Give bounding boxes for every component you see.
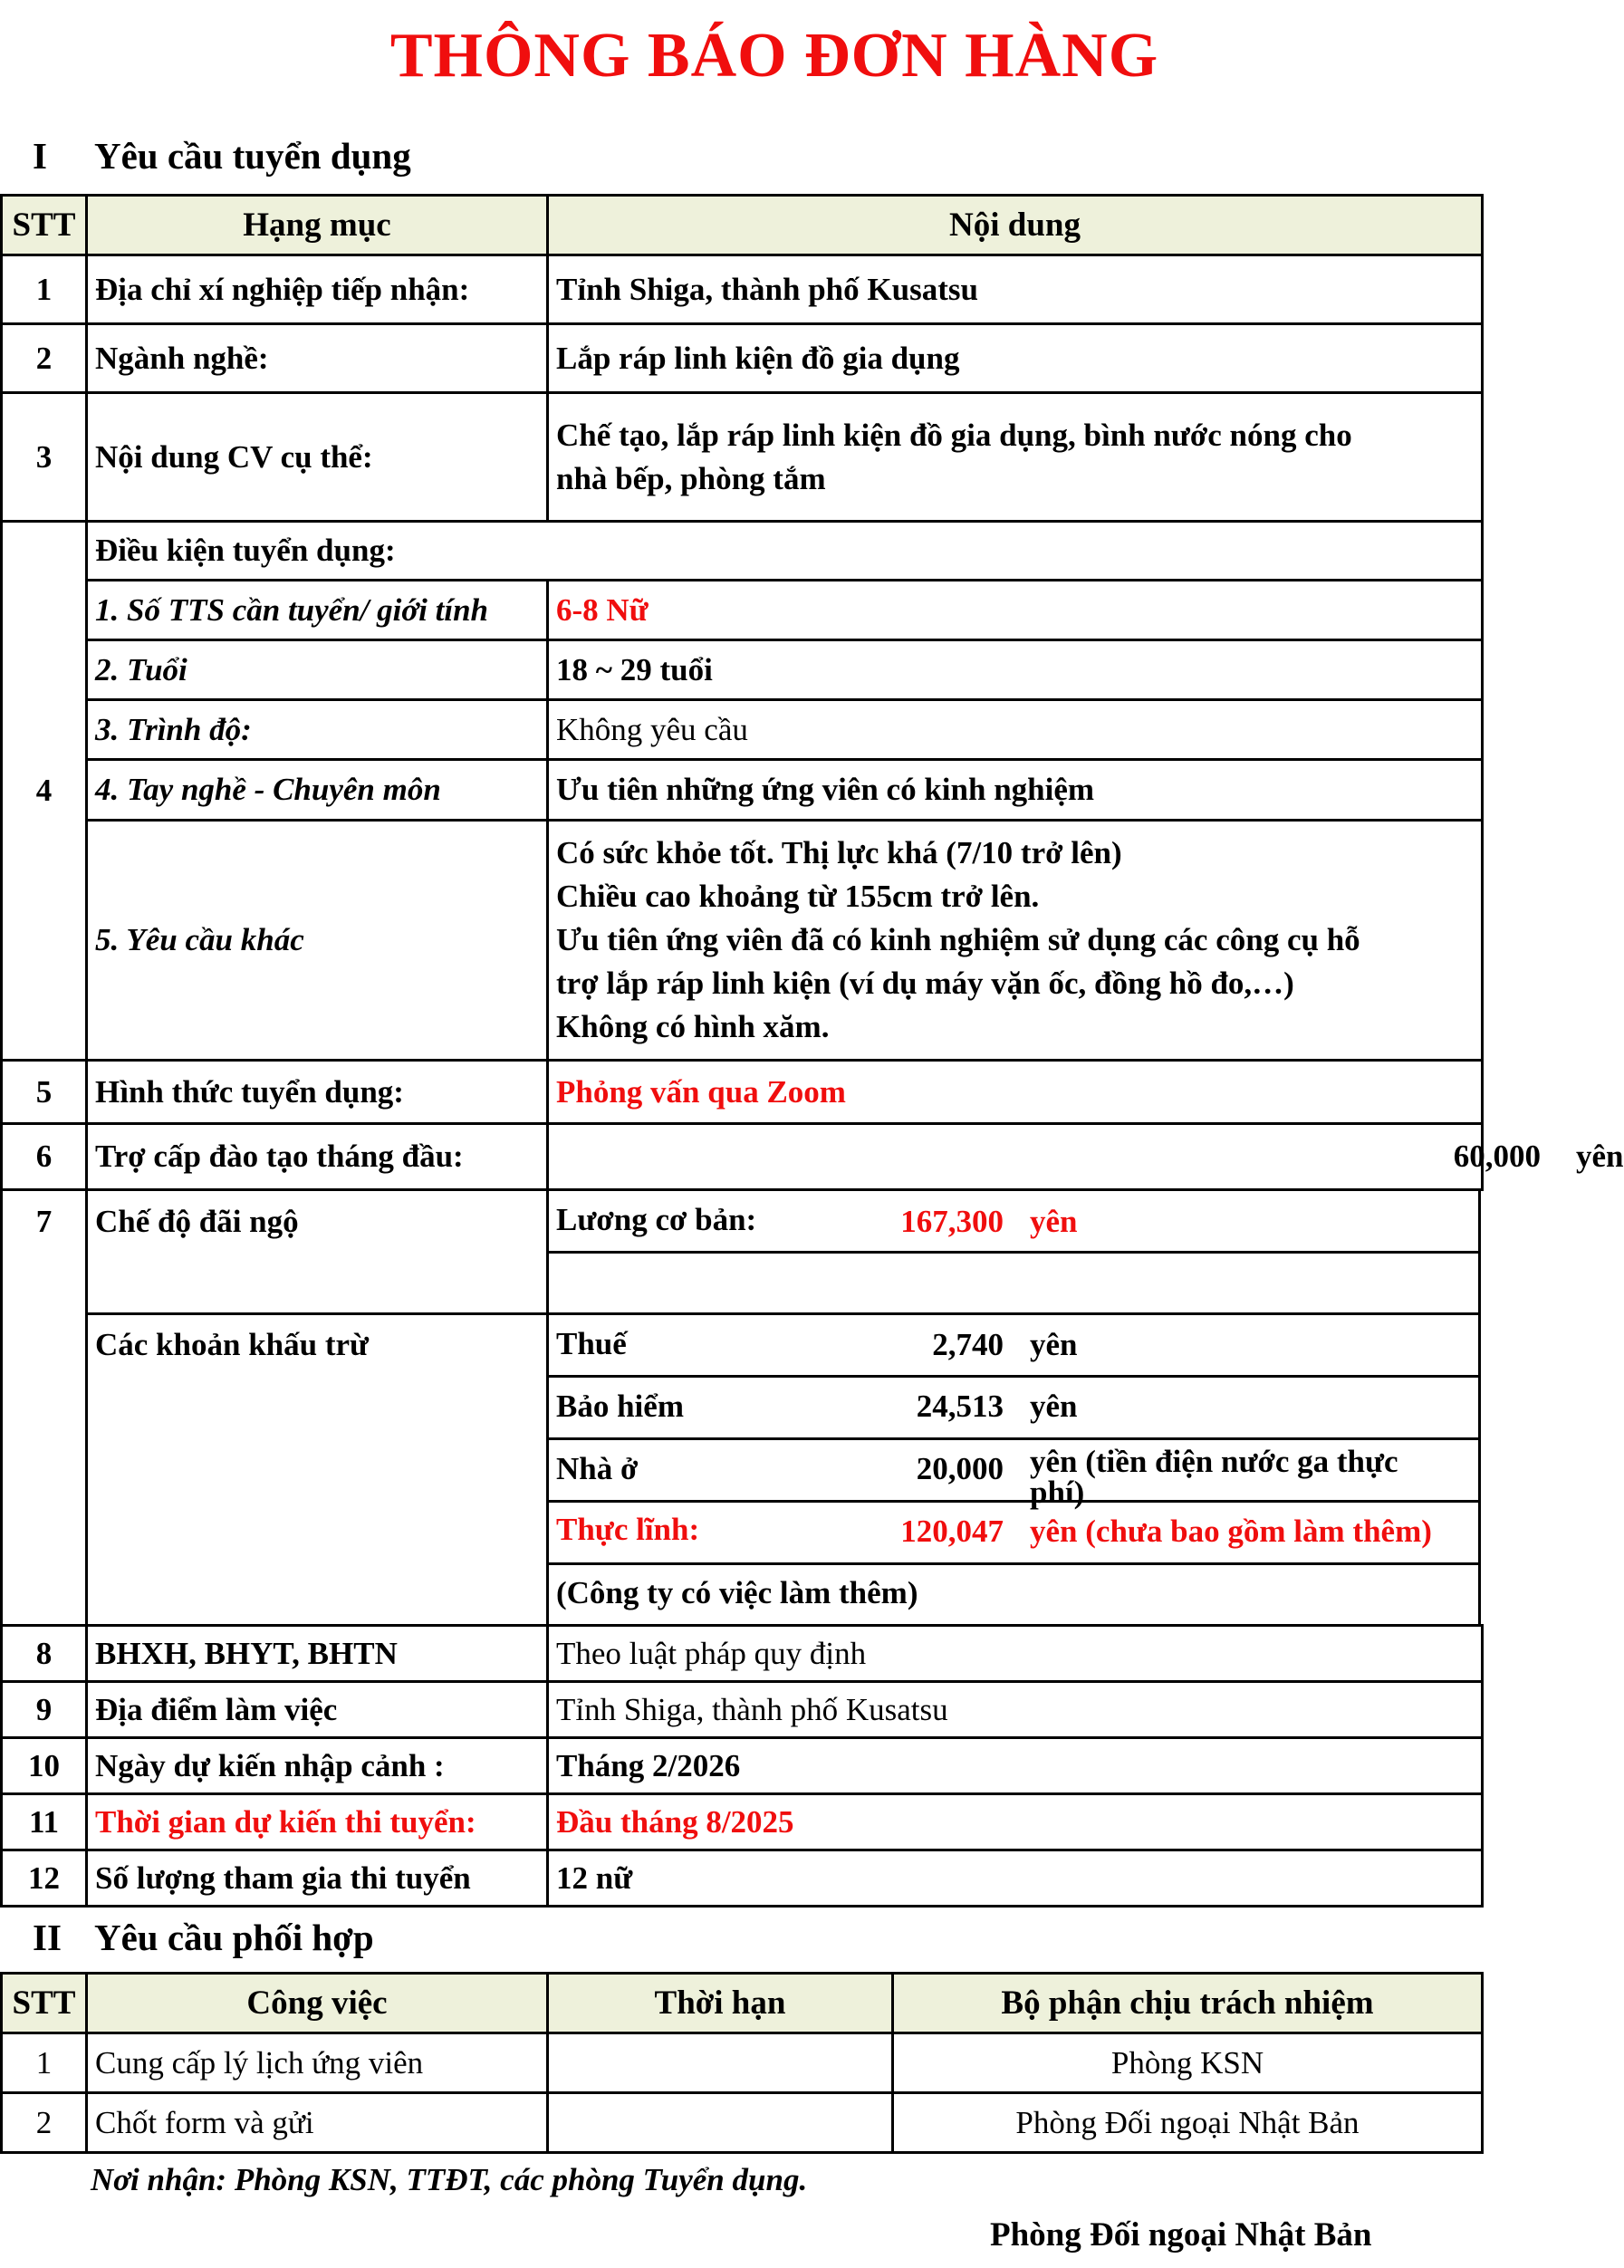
row-stt: 4	[2, 522, 87, 1061]
condition-value: Ưu tiên những ứng viên có kinh nghiệm	[548, 760, 1483, 821]
row-stt: 7	[35, 1204, 53, 1239]
condition-value: 6-8 Nữ	[548, 581, 1483, 640]
header-task: Công việc	[87, 1974, 548, 2033]
base-salary-amount: 167,300	[900, 1204, 1004, 1239]
row-item: Số lượng tham gia thi tuyển	[87, 1850, 548, 1907]
base-salary-unit: yên	[1030, 1204, 1078, 1239]
row-stt: 2	[2, 2093, 87, 2153]
row-content: Theo luật pháp quy định	[548, 1626, 1483, 1682]
condition-label: 3. Trình độ:	[87, 700, 548, 760]
header-item: Hạng mục	[87, 196, 548, 255]
row-content: Tỉnh Shiga, thành phố Kusatsu	[548, 255, 1483, 324]
row-item: Chế độ đãi ngộ	[95, 1204, 299, 1239]
section-2-number: II	[33, 1917, 62, 1958]
header-content: Nội dung	[548, 196, 1483, 255]
net-pay-amount: 120,047	[900, 1514, 1004, 1549]
row-task: Chốt form và gửi	[87, 2093, 548, 2153]
tax-label: Thuế	[556, 1326, 627, 1361]
base-salary-label: Lương cơ bản:	[556, 1202, 757, 1237]
section-1-label: Yêu cầu tuyển dụng	[94, 135, 411, 177]
signature: Phòng Đối ngoại Nhật Bản	[990, 2216, 1372, 2254]
row-deadline	[548, 2093, 893, 2153]
table-row	[2, 522, 1483, 581]
table-row	[2, 1682, 1483, 1738]
table-row	[2, 760, 1483, 821]
net-pay-unit: yên (chưa bao gồm làm thêm)	[1030, 1514, 1432, 1549]
net-pay-label: Thực lĩnh:	[556, 1512, 700, 1547]
header-stt: STT	[2, 1974, 87, 2033]
coordination-table	[0, 1972, 1484, 2154]
condition-value: Có sức khỏe tốt. Thị lực khá (7/10 trở lên) Chiều cao khoảng từ 155cm trở lên. Ưu tiên ứng viên đã có kinh nghiệm sử dụng các công cụ hỗ trợ lắp ráp linh kiện (ví dụ máy vặn ốc, đồng hồ đo,…) Không có hình xăm.	[548, 821, 1483, 1061]
row-item: Ngày dự kiến nhập cảnh :	[87, 1738, 548, 1794]
row-content: Tỉnh Shiga, thành phố Kusatsu	[548, 1682, 1483, 1738]
table-row	[2, 255, 1483, 324]
deductions-label: Các khoản khấu trừ	[95, 1327, 370, 1362]
table-row	[2, 1738, 1483, 1794]
row-department: Phòng KSN	[893, 2033, 1483, 2093]
row-stt: 8	[2, 1626, 87, 1682]
amount: 60,000	[1453, 1139, 1541, 1174]
benefits-block	[0, 1189, 1481, 1627]
table-row	[2, 1794, 1483, 1850]
table-row	[2, 1626, 1483, 1682]
row-content: Chế tạo, lắp ráp linh kiện đồ gia dụng, bình nước nóng cho nhà bếp, phòng tắm	[548, 393, 1483, 522]
row-stt: 12	[2, 1850, 87, 1907]
overtime-note: (Công ty có việc làm thêm)	[556, 1575, 918, 1610]
unit: yên	[1576, 1139, 1624, 1174]
table-header-row	[2, 196, 1483, 255]
row-stt: 2	[2, 324, 87, 393]
recruitment-table	[0, 194, 1624, 1191]
section-2-label: Yêu cầu phối hợp	[94, 1917, 374, 1958]
row-stt: 5	[2, 1061, 87, 1124]
table-header-row	[2, 1974, 1483, 2033]
row-stt: 11	[2, 1794, 87, 1850]
tax-amount: 2,740	[932, 1327, 1004, 1362]
section-1-heading	[33, 134, 411, 178]
row-content	[548, 1124, 1624, 1190]
row-deadline	[548, 2033, 893, 2093]
header-stt: STT	[2, 196, 87, 255]
page-title: THÔNG BÁO ĐƠN HÀNG	[389, 21, 1159, 91]
row-item: Thời gian dự kiến thi tuyển:	[87, 1794, 548, 1850]
table-row	[2, 324, 1483, 393]
condition-label: 2. Tuổi	[87, 640, 548, 700]
row-task: Cung cấp lý lịch ứng viên	[87, 2033, 548, 2093]
table-row	[2, 581, 1483, 640]
recipients-note: Nơi nhận: Phòng KSN, TTĐT, các phòng Tuyển dụng.	[91, 2162, 808, 2197]
table-row	[2, 1061, 1483, 1124]
section-1-number: I	[33, 135, 47, 177]
section-2-heading	[33, 1916, 374, 1959]
row-stt: 1	[2, 2033, 87, 2093]
housing-amount: 20,000	[916, 1451, 1004, 1486]
row-item: Địa điểm làm việc	[87, 1682, 548, 1738]
table-row	[2, 821, 1483, 1061]
row-item: Ngành nghề:	[87, 324, 548, 393]
table-row	[2, 2033, 1483, 2093]
row-department: Phòng Đối ngoại Nhật Bản	[893, 2093, 1483, 2153]
condition-label: 4. Tay nghề - Chuyên môn	[87, 760, 548, 821]
table-row	[2, 700, 1483, 760]
insurance-label: Bảo hiểm	[556, 1389, 684, 1424]
row-stt: 6	[2, 1124, 87, 1190]
table-row	[2, 640, 1483, 700]
header-deadline: Thời hạn	[548, 1974, 893, 2033]
condition-label: 5. Yêu cầu khác	[87, 821, 548, 1061]
insurance-amount: 24,513	[916, 1389, 1004, 1424]
condition-value: Không yêu cầu	[548, 700, 1483, 760]
recruitment-table-continued	[0, 1624, 1484, 1908]
housing-label: Nhà ở	[556, 1451, 639, 1486]
table-row	[2, 2093, 1483, 2153]
row-stt: 1	[2, 255, 87, 324]
row-content: 12 nữ	[548, 1850, 1483, 1907]
insurance-unit: yên	[1030, 1389, 1078, 1424]
row-content: Đầu tháng 8/2025	[548, 1794, 1483, 1850]
row-stt: 9	[2, 1682, 87, 1738]
row-item: Địa chỉ xí nghiệp tiếp nhận:	[87, 255, 548, 324]
table-row	[2, 1124, 1483, 1190]
tax-unit: yên	[1030, 1327, 1078, 1362]
table-row	[2, 1850, 1483, 1907]
header-department: Bộ phận chịu trách nhiệm	[893, 1974, 1483, 2033]
row-content: Phỏng vấn qua Zoom	[548, 1061, 1483, 1124]
row-item: Trợ cấp đào tạo tháng đầu:	[87, 1124, 548, 1190]
row-content: Tháng 2/2026	[548, 1738, 1483, 1794]
row-stt: 3	[2, 393, 87, 522]
row-item: Hình thức tuyển dụng:	[87, 1061, 548, 1124]
condition-value: 18 ~ 29 tuổi	[548, 640, 1483, 700]
row-content: Lắp ráp linh kiện đồ gia dụng	[548, 324, 1483, 393]
conditions-heading: Điều kiện tuyển dụng:	[87, 522, 1483, 581]
table-row	[2, 393, 1483, 522]
row-item: BHXH, BHYT, BHTN	[87, 1626, 548, 1682]
row-item: Nội dung CV cụ thể:	[87, 393, 548, 522]
housing-unit: yên (tiền điện nước ga thực phí)	[1030, 1444, 1398, 1510]
row-stt: 10	[2, 1738, 87, 1794]
condition-label: 1. Số TTS cần tuyển/ giới tính	[87, 581, 548, 640]
